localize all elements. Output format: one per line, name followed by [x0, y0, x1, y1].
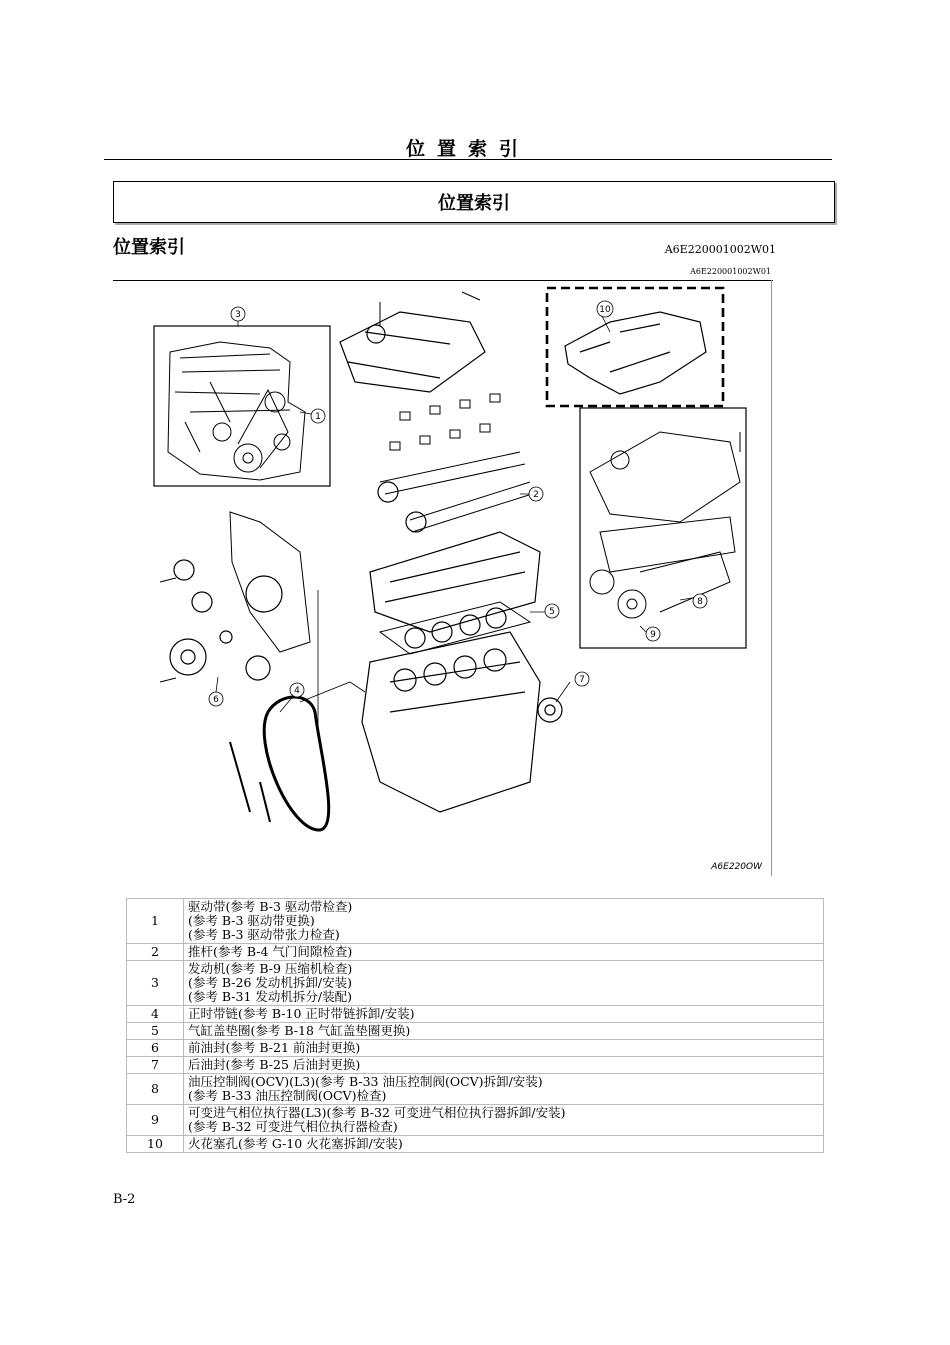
item-description: [184, 961, 824, 1006]
item-description: [184, 1105, 824, 1136]
figure-caption: A6E220OW: [711, 862, 762, 872]
item-description: [184, 1023, 824, 1040]
table-row: [127, 1057, 824, 1074]
callout-6: 6: [213, 695, 219, 705]
table-row: [127, 961, 824, 1006]
cylinder-block-drawing: [362, 632, 540, 812]
item-number: 10: [127, 1136, 184, 1153]
description-line: (参考 B-32 可变进气相位执行器检查): [188, 1119, 398, 1134]
cylinder-head-drawing: [370, 532, 540, 632]
page-header: 位置索引: [405, 138, 530, 160]
timing-chain-drawing: [264, 697, 329, 830]
description-line: 推杆(参考 B-4 气门间隙检查): [188, 944, 353, 959]
item-number: 8: [127, 1074, 184, 1105]
location-index-table: [126, 898, 824, 1153]
table-row: [127, 1136, 824, 1153]
item-number: 2: [127, 944, 184, 961]
item-description: [184, 1057, 824, 1074]
callout-1: 1: [315, 412, 321, 422]
item-description: [184, 944, 824, 961]
ocv-detail-frame: [580, 408, 746, 648]
header-rule: [104, 159, 832, 160]
figure-code: A6E220001002W01: [690, 267, 771, 276]
item-description: [184, 1006, 824, 1023]
item-description: [184, 1136, 824, 1153]
description-line: 后油封(参考 B-25 后油封更换): [188, 1057, 361, 1072]
callout-9: 9: [650, 630, 656, 640]
description-line: 油压控制阀(OCV)(L3)(参考 B-33 油压控制阀(OCV)拆卸/安装): [188, 1074, 543, 1089]
item-number: 3: [127, 961, 184, 1006]
item-description: [184, 899, 824, 944]
ocv-detail-drawing: [590, 432, 740, 618]
engine-exploded-diagram: [140, 282, 770, 876]
figure-top-rule: [113, 280, 773, 281]
table-row: [127, 1074, 824, 1105]
section-title-box: [113, 181, 835, 223]
description-line: 发动机(参考 B-9 压缩机检查): [188, 961, 353, 976]
timing-cover-drawing: [230, 512, 310, 652]
description-line: 驱动带(参考 B-3 驱动带检查): [188, 899, 353, 914]
rear-oil-seal-drawing: [538, 698, 562, 722]
item-description: [184, 1074, 824, 1105]
item-number: 1: [127, 899, 184, 944]
description-line: (参考 B-26 发动机拆卸/安装): [188, 975, 352, 990]
description-line: 前油封(参考 B-21 前油封更换): [188, 1040, 361, 1055]
engine-cover-drawing: [565, 312, 706, 394]
callout-8: 8: [697, 597, 703, 607]
callout-4: 4: [294, 686, 300, 696]
table-row: [127, 944, 824, 961]
table-row: [127, 1023, 824, 1040]
description-line: 火花塞孔(参考 G-10 火花塞拆卸/安装): [188, 1136, 403, 1151]
item-number: 6: [127, 1040, 184, 1057]
item-number: 9: [127, 1105, 184, 1136]
description-line: (参考 B-31 发动机拆分/装配): [188, 989, 352, 1004]
camshaft-drawing: [380, 452, 532, 532]
crank-pulley-drawing: [170, 639, 206, 675]
section-title: 位置索引: [113, 237, 185, 258]
table-row: [127, 1006, 824, 1023]
callout-3: 3: [235, 310, 241, 320]
item-number: 5: [127, 1023, 184, 1040]
description-line: 可变进气相位执行器(L3)(参考 B-32 可变进气相位执行器拆卸/安装): [188, 1105, 566, 1120]
callout-5: 5: [549, 607, 555, 617]
callout-2: 2: [533, 490, 539, 500]
document-code: A6E220001002W01: [664, 243, 776, 256]
item-number: 7: [127, 1057, 184, 1074]
description-line: 气缸盖垫圈(参考 B-18 气缸盖垫圈更换): [188, 1023, 411, 1038]
engine-assembly-drawing: [168, 342, 305, 480]
callout-10: 10: [599, 305, 611, 315]
description-line: (参考 B-3 驱动带张力检查): [188, 927, 340, 942]
section-box-title: 位置索引: [438, 193, 510, 214]
spark-plug-cover-frame: [547, 288, 723, 406]
callout-7: 7: [579, 675, 585, 685]
item-number: 4: [127, 1006, 184, 1023]
description-line: (参考 B-33 油压控制阀(OCV)检查): [188, 1088, 387, 1103]
description-line: 正时带链(参考 B-10 正时带链拆卸/安装): [188, 1006, 415, 1021]
valve-cover-drawing: [340, 312, 485, 392]
description-line: (参考 B-3 驱动带更换): [188, 913, 315, 928]
table-row: [127, 899, 824, 944]
figure-right-rule: [771, 280, 772, 876]
page-number: B-2: [113, 1192, 136, 1207]
table-row: [127, 1040, 824, 1057]
table-row: [127, 1105, 824, 1136]
item-description: [184, 1040, 824, 1057]
